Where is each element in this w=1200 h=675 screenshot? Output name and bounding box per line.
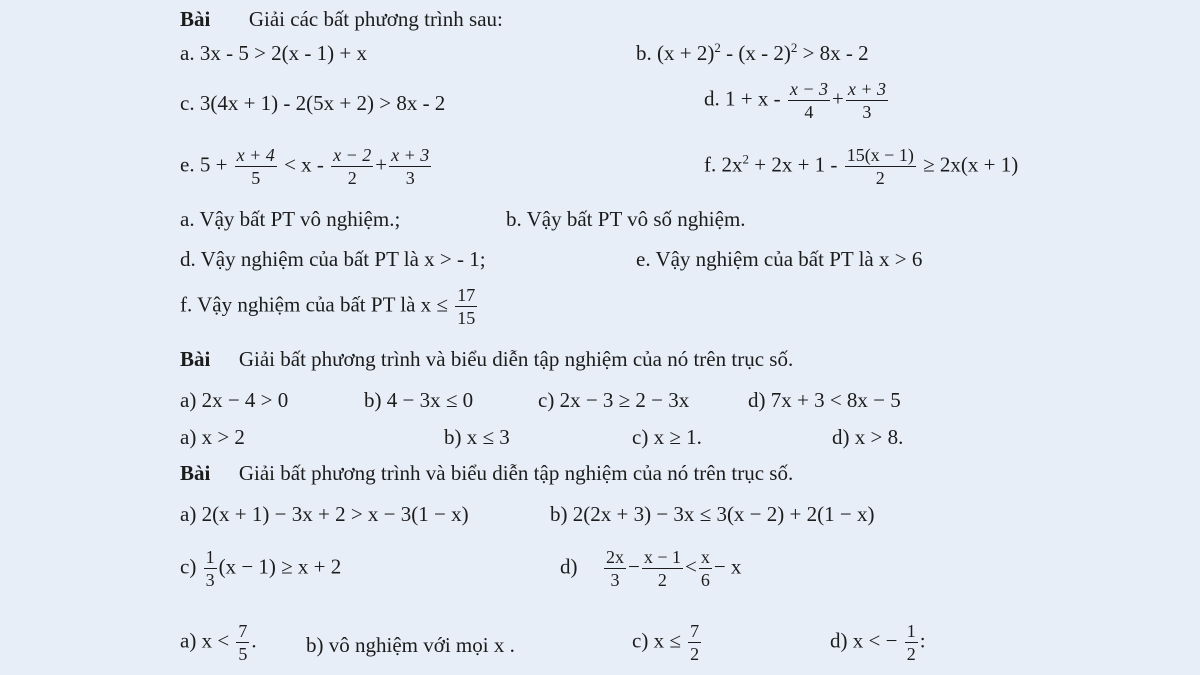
s3-answer-a-fraction: $\frac{7}{5}$ xyxy=(238,621,248,664)
s3-answer-d-pre: d) x < − xyxy=(830,628,898,653)
s1-f-mid: + 2x + 1 - xyxy=(749,152,838,177)
section-3-heading: Bài xyxy=(180,461,211,485)
s1-e-fraction-3: $\frac{x + 3}{3}$ xyxy=(391,145,430,188)
s3-d-lt: < xyxy=(685,554,697,579)
s3-answer-c-fraction: $\frac{7}{2}$ xyxy=(690,621,700,664)
s3-answer-a xyxy=(180,620,257,665)
s3-problem-a: a) 2(x + 1) − 3x + 2 > x − 3(1 − x) xyxy=(180,502,469,526)
s2-answer-d: d) x > 8. xyxy=(832,425,904,449)
s1-answer-e: e. Vậy nghiệm của bất PT là x > 6 xyxy=(636,247,923,271)
s2-problem-a: a) 2x − 4 > 0 xyxy=(180,388,289,412)
s1-d-fraction-2: $\frac{x + 3}{3}$ xyxy=(847,79,886,122)
s3-answer-c xyxy=(632,620,703,665)
section-1-title: Giải các bất phương trình sau: xyxy=(248,7,503,31)
s1-answer-b: b. Vậy bất PT vô số nghiệm. xyxy=(506,207,746,231)
section-1-header xyxy=(180,6,503,32)
s1-e-pre: e. 5 + xyxy=(180,152,228,177)
s3-answer-d xyxy=(830,620,926,665)
s3-d-pre: d) xyxy=(560,554,578,579)
s3-answer-a-post: . xyxy=(251,628,257,653)
s1-f-post: ≥ 2x(x + 1) xyxy=(923,152,1019,177)
s3-d-fraction-3: $\frac{x}{6}$ xyxy=(700,547,710,590)
s1-problem-c: c. 3(4x + 1) - 2(5x + 2) > 8x - 2 xyxy=(180,91,446,115)
s1-d-fraction-1: $\frac{x - 3}{4}$ xyxy=(789,79,828,122)
s3-problem-d xyxy=(560,546,741,591)
s3-problem-b: b) 2(2x + 3) − 3x ≤ 3(x − 2) + 2(1 − x) xyxy=(550,502,875,526)
s3-d-fraction-2: $\frac{x - 1}{2}$ xyxy=(643,547,681,590)
s1-problem-d xyxy=(704,78,890,123)
section-2-title: Giải bất phương trình và biểu diễn tập nghiệm của nó trên trục số. xyxy=(238,347,794,371)
s3-c-post: (x − 1) ≥ x + 2 xyxy=(218,554,342,579)
s1-e-plus: + xyxy=(375,152,388,177)
s1-problem-e xyxy=(180,144,433,189)
s1-b-part3: > 8x - 2 xyxy=(797,41,869,65)
s1-problem-b xyxy=(636,40,869,66)
s2-problem-c: c) 2x − 3 ≥ 2 − 3x xyxy=(538,388,690,412)
s3-problem-c xyxy=(180,546,341,591)
section-3-title: Giải bất phương trình và biểu diễn tập nghiệm của nó trên trục số. xyxy=(238,461,794,485)
s3-d-minus: − xyxy=(628,554,640,579)
s1-e-fraction-2: $\frac{x - 2}{2}$ xyxy=(333,145,372,188)
s2-answer-b: b) x ≤ 3 xyxy=(444,425,510,449)
s3-d-post: − x xyxy=(713,554,742,579)
s1-answer-a: a. Vậy bất PT vô nghiệm.; xyxy=(180,207,401,231)
s1-problem-f xyxy=(704,144,1018,189)
s3-answer-d-post: : xyxy=(919,628,926,653)
s1-f-pre: f. 2x xyxy=(704,152,743,177)
s3-d-fraction-1: $\frac{2x}{3}$ xyxy=(606,547,624,590)
s2-problem-d: d) 7x + 3 < 8x − 5 xyxy=(748,388,901,412)
s1-answer-f-fraction: $\frac{17}{15}$ xyxy=(457,285,476,328)
s1-answer-d: d. Vậy nghiệm của bất PT là x > - 1; xyxy=(180,247,486,271)
s3-answer-b: b) vô nghiệm với mọi x . xyxy=(306,633,515,657)
s1-f-exp: 2 xyxy=(742,151,749,167)
s2-answer-a: a) x > 2 xyxy=(180,425,245,449)
section-1-heading: Bài xyxy=(180,7,211,31)
s1-problem-a: a. 3x - 5 > 2(x - 1) + x xyxy=(180,41,367,65)
s1-d-plus: + xyxy=(831,86,844,111)
s1-f-fraction: $\frac{15(x - 1)}{2}$ xyxy=(846,145,914,188)
section-2-heading: Bài xyxy=(180,347,211,371)
s2-answer-c: c) x ≥ 1. xyxy=(632,425,702,449)
s1-b-part2: - (x - 2) xyxy=(720,41,791,65)
section-3-header xyxy=(180,460,793,486)
s1-answer-f xyxy=(180,284,479,329)
s1-answer-f-pre: f. Vậy nghiệm của bất PT là x ≤ xyxy=(180,292,448,317)
section-2-header xyxy=(180,346,793,372)
s2-problem-b: b) 4 − 3x ≤ 0 xyxy=(364,388,474,412)
s1-e-mid: < x - xyxy=(284,152,324,177)
s1-e-fraction-1: $\frac{x + 4}{5}$ xyxy=(236,145,275,188)
s3-answer-c-pre: c) x ≤ xyxy=(632,628,681,653)
s1-b-exp2: 2 xyxy=(790,40,798,55)
s1-d-pre: d. 1 + x - xyxy=(704,86,781,111)
s3-answer-a-pre: a) x < xyxy=(180,628,230,653)
s1-b-part1: b. (x + 2) xyxy=(636,41,715,65)
s3-c-fraction: $\frac{1}{3}$ xyxy=(205,547,215,590)
s1-b-exp1: 2 xyxy=(714,40,721,55)
s3-c-pre: c) xyxy=(180,554,197,579)
s3-answer-d-fraction: $\frac{1}{2}$ xyxy=(906,621,916,664)
